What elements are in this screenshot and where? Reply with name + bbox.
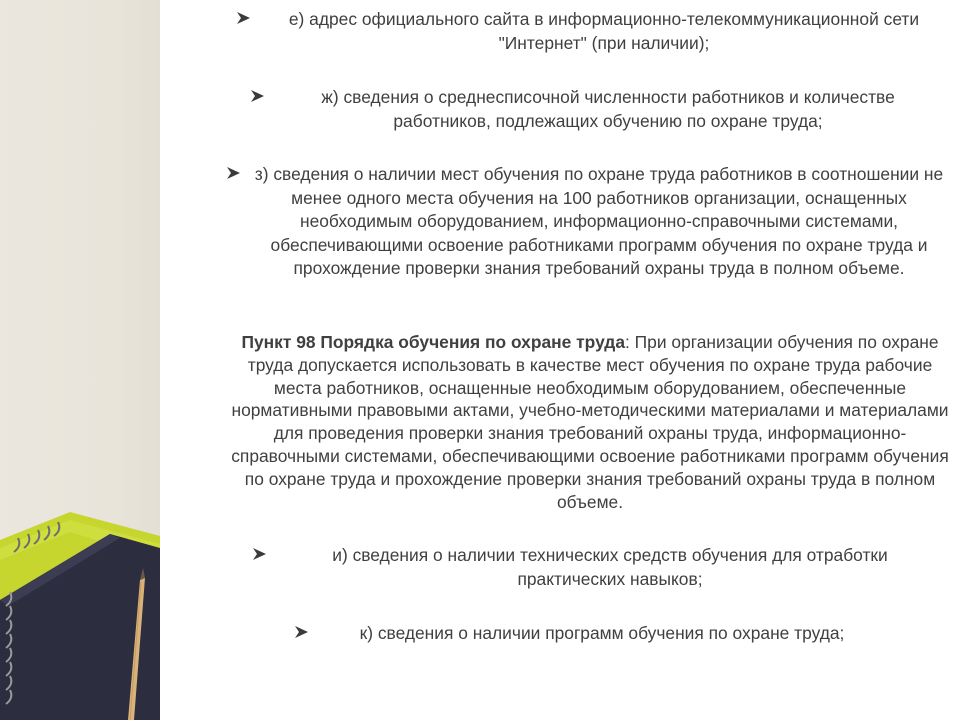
list-item-i-text: и) сведения о наличии технических средств обучения для отработки практических навыков;: [332, 545, 888, 589]
arrowhead-bullet-icon: [248, 86, 268, 106]
paragraph-body: : При организации обучения по охране труда допускается использовать в качестве мест обучения по охране труда рабочие места работников, оснащенные необходимым оборудованием, обеспеченные нормативными правовыми актами, учебно-методическими материалами и материалами для проведения проверки знания требований охраны труда, информационно-справочными системами, обеспечивающими освоение работниками программ обучения по охране труда и прохождение проверки знания требований охраны труда в полном объеме.: [231, 332, 949, 512]
list-item-zh: [278, 86, 938, 133]
notebooks-pencil-image: [0, 0, 160, 720]
list-item-k: [322, 622, 882, 646]
arrowhead-bullet-icon: [224, 163, 244, 183]
list-item-z: [254, 163, 944, 281]
content-area: [220, 6, 960, 720]
list-item-k-text: к) сведения о наличии программ обучения по охране труда;: [359, 623, 845, 643]
side-decor-panel: [0, 0, 160, 720]
paragraph-punkt-98: [226, 331, 954, 513]
list-item-e: [264, 8, 944, 55]
list-item-z-text: з) сведения о наличии мест обучения по охране труда работников в соотношении не менее одного места обучения на 100 работников организации, оснащенных необходимым оборудованием, информационно-справочными системами, обеспечивающими освоение работниками программ обучения по охране труда и прохождение проверки знания требований охраны труда в полном объеме.: [254, 164, 944, 278]
arrowhead-bullet-icon: [292, 622, 312, 642]
arrowhead-bullet-icon: [250, 544, 270, 564]
list-item-i: [280, 544, 940, 591]
list-item-e-text: е) адрес официального сайта в информационно-телекоммуникационной сети "Интернет" (при наличии);: [288, 9, 920, 53]
list-item-zh-text: ж) сведения о среднесписочной численности работников и количестве работников, подлежащих обучению по охране труда;: [321, 87, 895, 131]
paragraph-lead: Пункт 98 Порядка обучения по охране труда: [241, 332, 626, 352]
arrowhead-bullet-icon: [234, 8, 254, 28]
